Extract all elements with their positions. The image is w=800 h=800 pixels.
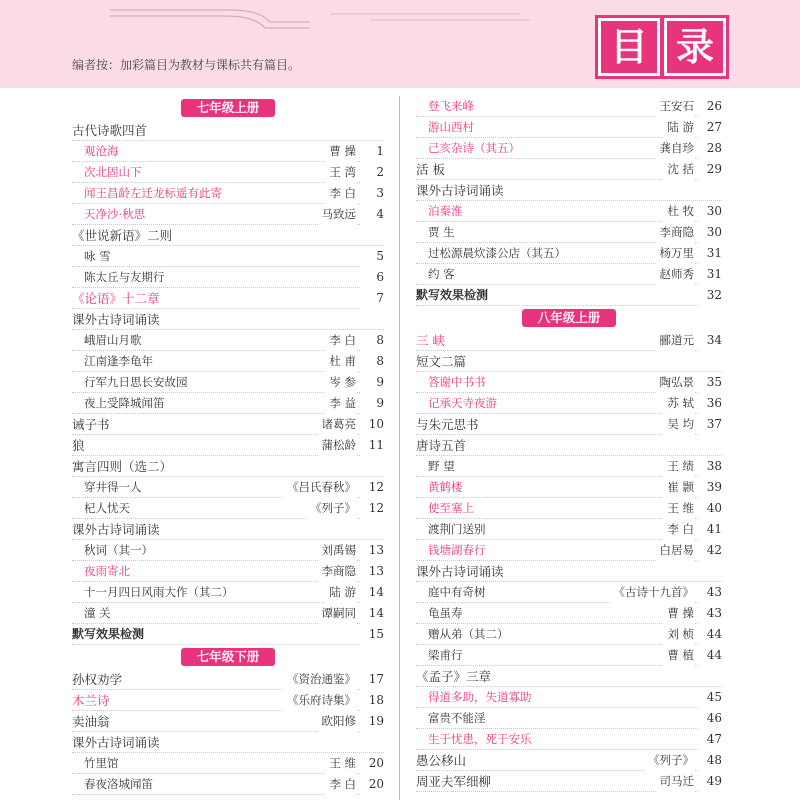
toc-entry[interactable] <box>416 645 722 666</box>
toc-entry[interactable] <box>72 624 384 645</box>
entry-author: 苏 轼 <box>663 393 694 414</box>
entry-title: 咏 雪 <box>84 249 111 263</box>
entry-title: 夜上受降城闻笛 <box>84 396 165 410</box>
entry-author: 李 白 <box>663 519 694 540</box>
entry-author: 王 绩 <box>663 456 694 477</box>
toc-entry[interactable] <box>72 183 384 204</box>
entry-title: 潼 关 <box>84 606 111 620</box>
entry-title: 古代诗歌四首 <box>72 123 148 138</box>
entry-page-number: 6 <box>360 267 384 288</box>
grade-heading <box>72 645 384 669</box>
toc-entry[interactable] <box>416 264 722 285</box>
entry-title: 约 客 <box>428 267 455 281</box>
entry-page-number: 30 <box>698 201 722 222</box>
toc-entry[interactable] <box>416 750 722 771</box>
grade-label: 八年级上册 <box>522 309 617 327</box>
entry-title: 愚公移山 <box>416 753 467 768</box>
entry-title: 次北固山下 <box>84 165 142 179</box>
entry-title: 秋词（其一） <box>84 543 153 557</box>
toc-entry[interactable] <box>416 582 722 603</box>
entry-author: 《资治通鉴》 <box>283 669 356 690</box>
entry-author: 蒲松龄 <box>318 435 357 456</box>
entry-page-number: 7 <box>360 288 384 309</box>
entry-title: 观沧海 <box>84 144 119 158</box>
toc-left-column <box>72 96 384 795</box>
entry-title: 梁甫行 <box>428 648 463 662</box>
entry-author: 马致远 <box>318 204 357 225</box>
entry-title: 寓言四则（选二） <box>72 459 173 474</box>
entry-title: 穿井得一人 <box>84 480 142 494</box>
entry-page-number: 34 <box>698 330 722 351</box>
entry-page-number: 5 <box>360 246 384 267</box>
toc-entry[interactable] <box>416 603 722 624</box>
entry-author: 王安石 <box>656 96 695 117</box>
entry-page-number: 41 <box>698 519 722 540</box>
entry-title: 《世说新语》二则 <box>72 228 173 243</box>
entry-title: 得道多助，失道寡助 <box>428 690 532 704</box>
entry-author: 王 维 <box>663 498 694 519</box>
entry-title: 默写效果检测 <box>416 288 489 302</box>
entry-title: 龟虽寿 <box>428 606 463 620</box>
grade-heading <box>72 96 384 120</box>
entry-author: 刘 桢 <box>663 624 694 645</box>
entry-title: 诫子书 <box>72 417 110 432</box>
toc-group-heading[interactable] <box>416 561 722 582</box>
entry-author: 郦道元 <box>656 330 695 351</box>
toc-entry[interactable] <box>72 246 384 267</box>
entry-page-number: 42 <box>698 540 722 561</box>
entry-author: 王 维 <box>325 753 356 774</box>
entry-title: 渡荆门送别 <box>428 522 486 536</box>
entry-title: 杞人忧天 <box>84 501 130 515</box>
entry-title: 闻王昌龄左迁龙标遥有此寄 <box>84 186 222 200</box>
entry-author: 曹 操 <box>663 603 694 624</box>
entry-author: 李 白 <box>325 330 356 351</box>
entry-title: 活 板 <box>416 162 445 177</box>
entry-page-number: 19 <box>360 711 384 732</box>
toc-entry[interactable] <box>72 753 384 774</box>
entry-author: 李 白 <box>325 774 356 795</box>
entry-author: 杜 甫 <box>325 351 356 372</box>
entry-title: 三 峡 <box>416 333 445 348</box>
entry-page-number: 43 <box>698 603 722 624</box>
toc-entry[interactable] <box>72 351 384 372</box>
entry-page-number: 9 <box>360 393 384 414</box>
toc-group-heading[interactable] <box>72 309 384 330</box>
entry-page-number: 8 <box>360 351 384 372</box>
entry-author: 李 益 <box>325 393 356 414</box>
toc-entry[interactable] <box>416 117 722 138</box>
page-header <box>0 0 800 88</box>
entry-title: 庭中有奇树 <box>428 585 486 599</box>
entry-author: 沈 括 <box>663 159 694 180</box>
entry-author: 龚自珍 <box>656 138 695 159</box>
decorative-dash-lines <box>330 8 530 28</box>
entry-title: 短文二篇 <box>416 354 467 369</box>
toc-right-column <box>416 96 722 792</box>
toc-entry[interactable] <box>72 477 384 498</box>
toc-group-heading[interactable] <box>72 225 384 246</box>
toc-entry[interactable] <box>72 711 384 732</box>
entry-author: 《乐府诗集》 <box>283 690 356 711</box>
toc-entry[interactable] <box>416 498 722 519</box>
entry-title: 木兰诗 <box>72 693 110 708</box>
entry-page-number: 46 <box>698 708 722 729</box>
entry-title: 周亚夫军细柳 <box>416 774 492 789</box>
toc-group-heading[interactable] <box>416 666 722 687</box>
entry-title: 课外古诗词诵读 <box>416 564 504 579</box>
toc-entry[interactable] <box>72 393 384 414</box>
title-char-lu: 录 <box>664 18 726 76</box>
entry-author: 刘禹锡 <box>318 540 357 561</box>
entry-page-number: 20 <box>360 774 384 795</box>
toc-entry[interactable] <box>72 372 384 393</box>
entry-title: 富贵不能淫 <box>428 711 486 725</box>
entry-page-number: 29 <box>698 159 722 180</box>
entry-author: 《列子》 <box>306 498 356 519</box>
entry-title: 课外古诗词诵读 <box>72 735 160 750</box>
toc-group-heading[interactable] <box>72 519 384 540</box>
entry-author: 《古诗十九首》 <box>610 582 695 603</box>
entry-page-number: 8 <box>360 330 384 351</box>
entry-title: 贾 生 <box>428 225 455 239</box>
entry-page-number: 15 <box>360 624 384 645</box>
entry-page-number: 12 <box>360 477 384 498</box>
entry-page-number: 37 <box>698 414 722 435</box>
entry-author: 杜 牧 <box>663 201 694 222</box>
entry-title: 己亥杂诗（其五） <box>428 141 520 155</box>
entry-page-number: 14 <box>360 603 384 624</box>
toc-entry[interactable] <box>72 774 384 795</box>
entry-page-number: 31 <box>698 264 722 285</box>
entry-author: 曹 操 <box>325 141 356 162</box>
entry-author: 李商隐 <box>656 222 695 243</box>
entry-title: 游山西村 <box>428 120 474 134</box>
toc-entry[interactable] <box>72 561 384 582</box>
toc-entry[interactable] <box>72 330 384 351</box>
entry-author: 《列子》 <box>644 750 694 771</box>
editor-note: 编者按：加彩篇目为教材与课标共有篇目。 <box>72 58 301 72</box>
entry-page-number: 36 <box>698 393 722 414</box>
entry-author: 崔 颢 <box>663 477 694 498</box>
entry-title: 课外古诗词诵读 <box>416 183 504 198</box>
toc-entry[interactable] <box>72 288 384 309</box>
entry-title: 卖油翁 <box>72 714 110 729</box>
entry-author: 欧阳修 <box>318 711 357 732</box>
entry-title: 《孟子》三章 <box>416 669 492 684</box>
toc-entry[interactable] <box>416 729 722 750</box>
toc-entry[interactable] <box>416 477 722 498</box>
entry-title: 十一月四日风雨大作（其二） <box>84 585 234 599</box>
toc-group-heading[interactable] <box>416 180 722 201</box>
entry-author: 《吕氏春秋》 <box>283 477 356 498</box>
toc-entry[interactable] <box>72 603 384 624</box>
toc-entry[interactable] <box>72 141 384 162</box>
entry-author: 陶弘景 <box>656 372 695 393</box>
entry-page-number: 4 <box>360 204 384 225</box>
entry-page-number: 12 <box>360 498 384 519</box>
entry-page-number: 20 <box>360 753 384 774</box>
toc-entry[interactable] <box>72 669 384 690</box>
toc-entry[interactable] <box>416 330 722 351</box>
entry-title: 课外古诗词诵读 <box>72 312 160 327</box>
entry-page-number: 32 <box>698 285 722 306</box>
entry-title: 江南逢李龟年 <box>84 354 153 368</box>
entry-title: 竹里馆 <box>84 756 119 770</box>
entry-page-number: 14 <box>360 582 384 603</box>
toc-entry[interactable] <box>72 582 384 603</box>
entry-author: 王 湾 <box>325 162 356 183</box>
entry-author: 杨万里 <box>656 243 695 264</box>
toc-group-heading[interactable] <box>416 351 722 372</box>
toc-entry[interactable] <box>72 267 384 288</box>
entry-page-number: 45 <box>698 687 722 708</box>
toc-entry[interactable] <box>416 414 722 435</box>
entry-title: 行军九日思长安故园 <box>84 375 188 389</box>
entry-page-number: 11 <box>360 435 384 456</box>
entry-page-number: 38 <box>698 456 722 477</box>
entry-title: 答谢中书书 <box>428 375 486 389</box>
entry-page-number: 18 <box>360 690 384 711</box>
entry-page-number: 48 <box>698 750 722 771</box>
entry-author: 岑 参 <box>325 372 356 393</box>
entry-page-number: 17 <box>360 669 384 690</box>
toc-entry[interactable] <box>416 138 722 159</box>
toc-entry[interactable] <box>416 771 722 792</box>
entry-title: 陈太丘与友期行 <box>84 270 165 284</box>
entry-title: 课外古诗词诵读 <box>72 522 160 537</box>
entry-title: 与朱元思书 <box>416 417 479 432</box>
toc-entry[interactable] <box>416 540 722 561</box>
entry-author: 李 白 <box>325 183 356 204</box>
grade-label: 七年级下册 <box>181 648 276 666</box>
entry-title: 泊秦淮 <box>428 204 463 218</box>
entry-page-number: 27 <box>698 117 722 138</box>
entry-page-number: 26 <box>698 96 722 117</box>
entry-page-number: 13 <box>360 561 384 582</box>
entry-page-number: 1 <box>360 141 384 162</box>
entry-page-number: 40 <box>698 498 722 519</box>
entry-title: 钱塘湖春行 <box>428 543 486 557</box>
entry-page-number: 44 <box>698 624 722 645</box>
toc-entry[interactable] <box>416 285 722 306</box>
entry-page-number: 30 <box>698 222 722 243</box>
toc-entry[interactable] <box>416 393 722 414</box>
entry-author: 吴 均 <box>663 414 694 435</box>
toc-entry[interactable] <box>416 708 722 729</box>
toc-group-heading[interactable] <box>416 435 722 456</box>
entry-author: 赵师秀 <box>656 264 695 285</box>
toc-entry[interactable] <box>416 222 722 243</box>
entry-page-number: 10 <box>360 414 384 435</box>
entry-title: 夜雨寄北 <box>84 564 130 578</box>
toc-entry[interactable] <box>416 687 722 708</box>
entry-title: 使至塞上 <box>428 501 474 515</box>
entry-page-number: 39 <box>698 477 722 498</box>
toc-group-heading[interactable] <box>72 456 384 477</box>
entry-page-number: 9 <box>360 372 384 393</box>
toc-entry[interactable] <box>72 414 384 435</box>
entry-title: 登飞来峰 <box>428 99 474 113</box>
toc-entry[interactable] <box>416 624 722 645</box>
entry-page-number: 13 <box>360 540 384 561</box>
toc-entry[interactable] <box>72 498 384 519</box>
entry-author: 谭嗣同 <box>318 603 357 624</box>
entry-page-number: 44 <box>698 645 722 666</box>
grade-heading <box>416 306 722 330</box>
entry-title: 唐诗五首 <box>416 438 467 453</box>
toc-entry[interactable] <box>72 435 384 456</box>
toc-entry[interactable] <box>416 159 722 180</box>
toc-group-heading[interactable] <box>72 120 384 141</box>
entry-author: 司马迁 <box>656 771 695 792</box>
entry-author: 陆 游 <box>663 117 694 138</box>
entry-title: 过松源晨炊漆公店（其五） <box>428 246 566 260</box>
toc-group-heading[interactable] <box>72 732 384 753</box>
toc-entry[interactable] <box>416 201 722 222</box>
entry-page-number: 28 <box>698 138 722 159</box>
entry-title: 记承天寺夜游 <box>428 396 497 410</box>
grade-label: 七年级上册 <box>181 99 276 117</box>
entry-page-number: 31 <box>698 243 722 264</box>
toc-entry[interactable] <box>416 519 722 540</box>
entry-author: 陆 游 <box>325 582 356 603</box>
title-char-mu: 目 <box>598 18 660 76</box>
entry-page-number: 35 <box>698 372 722 393</box>
toc-entry[interactable] <box>416 372 722 393</box>
entry-page-number: 47 <box>698 729 722 750</box>
toc-entry[interactable] <box>416 243 722 264</box>
entry-author: 白居易 <box>656 540 695 561</box>
entry-title: 默写效果检测 <box>72 627 145 641</box>
toc-entry[interactable] <box>72 162 384 183</box>
toc-entry[interactable] <box>416 96 722 117</box>
entry-title: 黄鹤楼 <box>428 480 463 494</box>
entry-title: 野 望 <box>428 459 455 473</box>
toc-entry[interactable] <box>72 204 384 225</box>
entry-title: 狼 <box>72 438 85 453</box>
entry-title: 孙权劝学 <box>72 672 123 687</box>
column-divider <box>399 96 400 800</box>
entry-author: 诸葛亮 <box>318 414 357 435</box>
entry-title: 峨眉山月歌 <box>84 333 142 347</box>
entry-page-number: 2 <box>360 162 384 183</box>
toc-entry[interactable] <box>416 456 722 477</box>
entry-title: 天净沙·秋思 <box>84 207 146 221</box>
entry-page-number: 49 <box>698 771 722 792</box>
entry-page-number: 3 <box>360 183 384 204</box>
entry-page-number: 43 <box>698 582 722 603</box>
entry-author: 李商隐 <box>318 561 357 582</box>
entry-title: 《论语》十二章 <box>72 291 160 306</box>
toc-entry[interactable] <box>72 690 384 711</box>
decorative-wave-lines <box>110 2 310 32</box>
entry-title: 赠从弟（其二） <box>428 627 509 641</box>
entry-author: 曹 植 <box>663 645 694 666</box>
entry-title: 春夜洛城闻笛 <box>84 777 153 791</box>
toc-entry[interactable] <box>72 540 384 561</box>
entry-title: 生于忧患，死于安乐 <box>428 732 532 746</box>
